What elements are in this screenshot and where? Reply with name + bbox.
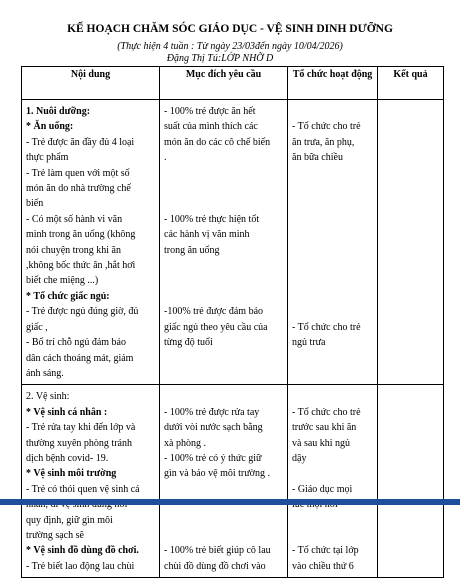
- cell-purpose: [160, 100, 288, 385]
- cell-line: trong ăn uống: [164, 244, 220, 256]
- cell-line: [164, 482, 284, 497]
- date-range: (Thực hiện 4 tuần : Từ ngày 23/03đến ngày 10/04/2026): [117, 41, 343, 52]
- cell-line: và sau khi ngủ: [292, 437, 351, 449]
- cell-line: - 100% trẻ được ăn hết: [164, 106, 256, 117]
- cell-line: - Trẻ được ăn đầy đủ 4 loại: [26, 136, 135, 148]
- cell-line: [164, 166, 284, 181]
- cell-line: [292, 104, 374, 119]
- cell-line: [292, 513, 374, 528]
- cell-line: [292, 212, 374, 227]
- teacher-class: Đặng Thị Tú:LỚP NHỠ D: [166, 53, 274, 64]
- cell-line: [164, 528, 284, 543]
- cell-line: ăn bữa chiều: [292, 152, 343, 164]
- cell-line: [164, 181, 284, 196]
- cell-line: - Bố trí chỗ ngủ đảm bảo: [26, 337, 126, 349]
- cell-line: [292, 389, 374, 404]
- table-header-row: [22, 67, 444, 100]
- cell-line: - Tổ chức tại lớp: [292, 545, 359, 557]
- cell-line: - Trẻ được ngủ đúng giờ, đủ: [26, 306, 139, 318]
- cell-line: [292, 466, 374, 481]
- col-header-content: Nội dung: [22, 67, 160, 100]
- cell-line: - Trẻ làm quen với một số: [26, 167, 130, 179]
- cell-line: thường xuyên phòng tránh: [26, 437, 132, 449]
- cell-line: ánh sáng.: [26, 367, 64, 379]
- cell-line: dân cách thoáng mát, giảm: [26, 352, 134, 364]
- cell-line: [292, 227, 374, 242]
- cell-line: [292, 304, 374, 319]
- cell-line: .: [164, 152, 167, 164]
- cell-content: [22, 100, 160, 385]
- cell-line: [164, 258, 284, 273]
- cell-line: [292, 258, 374, 273]
- cell-line: * Vệ sinh môi trường: [26, 468, 117, 480]
- cell-org: [288, 100, 378, 385]
- cell-line: - Tổ chức cho trẻ: [292, 121, 361, 133]
- cell-line: [292, 181, 374, 196]
- cell-line: [292, 196, 374, 211]
- cell-line: từng độ tuổi: [164, 337, 213, 349]
- cell-line: xà phòng .: [164, 437, 206, 449]
- cell-line: [164, 289, 284, 304]
- cell-result: [378, 385, 444, 578]
- cell-line: - Trẻ biết lao động lau chùi: [26, 560, 135, 572]
- cell-line: trường sạch sẽ: [26, 529, 84, 541]
- cell-org: [288, 385, 378, 578]
- cell-line: * Tổ chức giấc ngủ:: [26, 290, 110, 302]
- cell-line: [164, 196, 284, 211]
- cell-line: [164, 389, 284, 404]
- cell-line: - 100% trẻ được rửa tay: [164, 406, 260, 418]
- cell-line: * Vệ sinh đồ dùng đồ chơi.: [26, 545, 139, 557]
- cell-line: [292, 528, 374, 543]
- cell-line: * Vệ sinh cá nhân :: [26, 406, 108, 418]
- cell-line: * Ăn uống:: [26, 121, 74, 133]
- cell-line: - 100% trẻ biết giúp cô lau: [164, 545, 271, 557]
- cell-line: dưới vòi nước sạch bằng: [164, 422, 263, 434]
- cell-line: dịch bệnh covid- 19.: [26, 452, 109, 464]
- cell-line: giấc ngủ theo yêu cầu của: [164, 321, 268, 333]
- cell-line: 1. Nuôi dưỡng:: [26, 106, 91, 117]
- cell-line: [292, 166, 374, 181]
- cell-line: thực phẩm: [26, 152, 69, 164]
- cell-line: suất của mình thích các: [164, 121, 258, 133]
- page-title: KẾ HOẠCH CHĂM SÓC GIÁO DỤC - VỆ SINH DINH DƯỠNG: [67, 23, 393, 35]
- cell-line: món ăn do các cô chế biến: [164, 136, 271, 148]
- cell-line: vào chiều thứ 6: [292, 560, 354, 572]
- cell-line: [164, 513, 284, 528]
- cell-line: - 100% trẻ thực hiện tốt: [164, 213, 260, 225]
- bottom-bar: [0, 499, 460, 505]
- cell-line: 2. Vệ sinh:: [26, 391, 70, 403]
- cell-line: gìn và bảo vệ môi trường .: [164, 468, 270, 480]
- cell-line: [292, 289, 374, 304]
- cell-line: biến: [26, 198, 44, 210]
- cell-line: [164, 273, 284, 288]
- cell-purpose: [160, 385, 288, 578]
- cell-line: nói chuyện trong khi ăn: [26, 244, 121, 256]
- col-header-result: Kết quả: [378, 67, 444, 100]
- table-row: [22, 100, 444, 385]
- cell-line: biết che miệng ...): [26, 275, 99, 287]
- cell-line: trước sau khi ăn: [292, 422, 357, 434]
- cell-line: các hành vị văn minh: [164, 229, 250, 241]
- cell-line: -100% trẻ được đảm bảo: [164, 306, 264, 318]
- cell-result: [378, 100, 444, 385]
- cell-line: quy định, giữ gìn môi: [26, 514, 113, 526]
- cell-line: [292, 243, 374, 258]
- col-header-organization: Tổ chức hoạt động: [288, 67, 378, 100]
- cell-line: - Trẻ rửa tay khi đến lớp và: [26, 422, 136, 434]
- cell-line: ,không bốc thức ăn ,hắt hơi: [26, 260, 136, 272]
- cell-line: giấc ,: [26, 321, 48, 333]
- cell-line: - Tổ chức cho trẻ: [292, 321, 361, 333]
- cell-line: - Có một số hành vi văn: [26, 213, 123, 225]
- cell-line: - Giáo dục mọi: [292, 483, 353, 495]
- cell-line: chùi đồ dùng đồ chơi vào: [164, 560, 266, 572]
- cell-line: [292, 273, 374, 288]
- cell-line: minh trong ăn uống (không: [26, 229, 136, 241]
- cell-line: ngủ trưa: [292, 337, 326, 349]
- cell-line: món ăn do nhà trường chế: [26, 183, 131, 195]
- cell-line: ăn trưa, ăn phụ,: [292, 136, 355, 148]
- col-header-purpose: Mục đích yêu cầu: [160, 67, 288, 100]
- cell-line: - Trẻ có thói quen vệ sinh cá: [26, 483, 140, 495]
- cell-content: [22, 385, 160, 578]
- cell-line: - 100% trẻ có ý thức giữ: [164, 452, 262, 464]
- cell-line: - Tổ chức cho trẻ: [292, 406, 361, 418]
- cell-line: dậy: [292, 452, 307, 464]
- table-row: [22, 385, 444, 578]
